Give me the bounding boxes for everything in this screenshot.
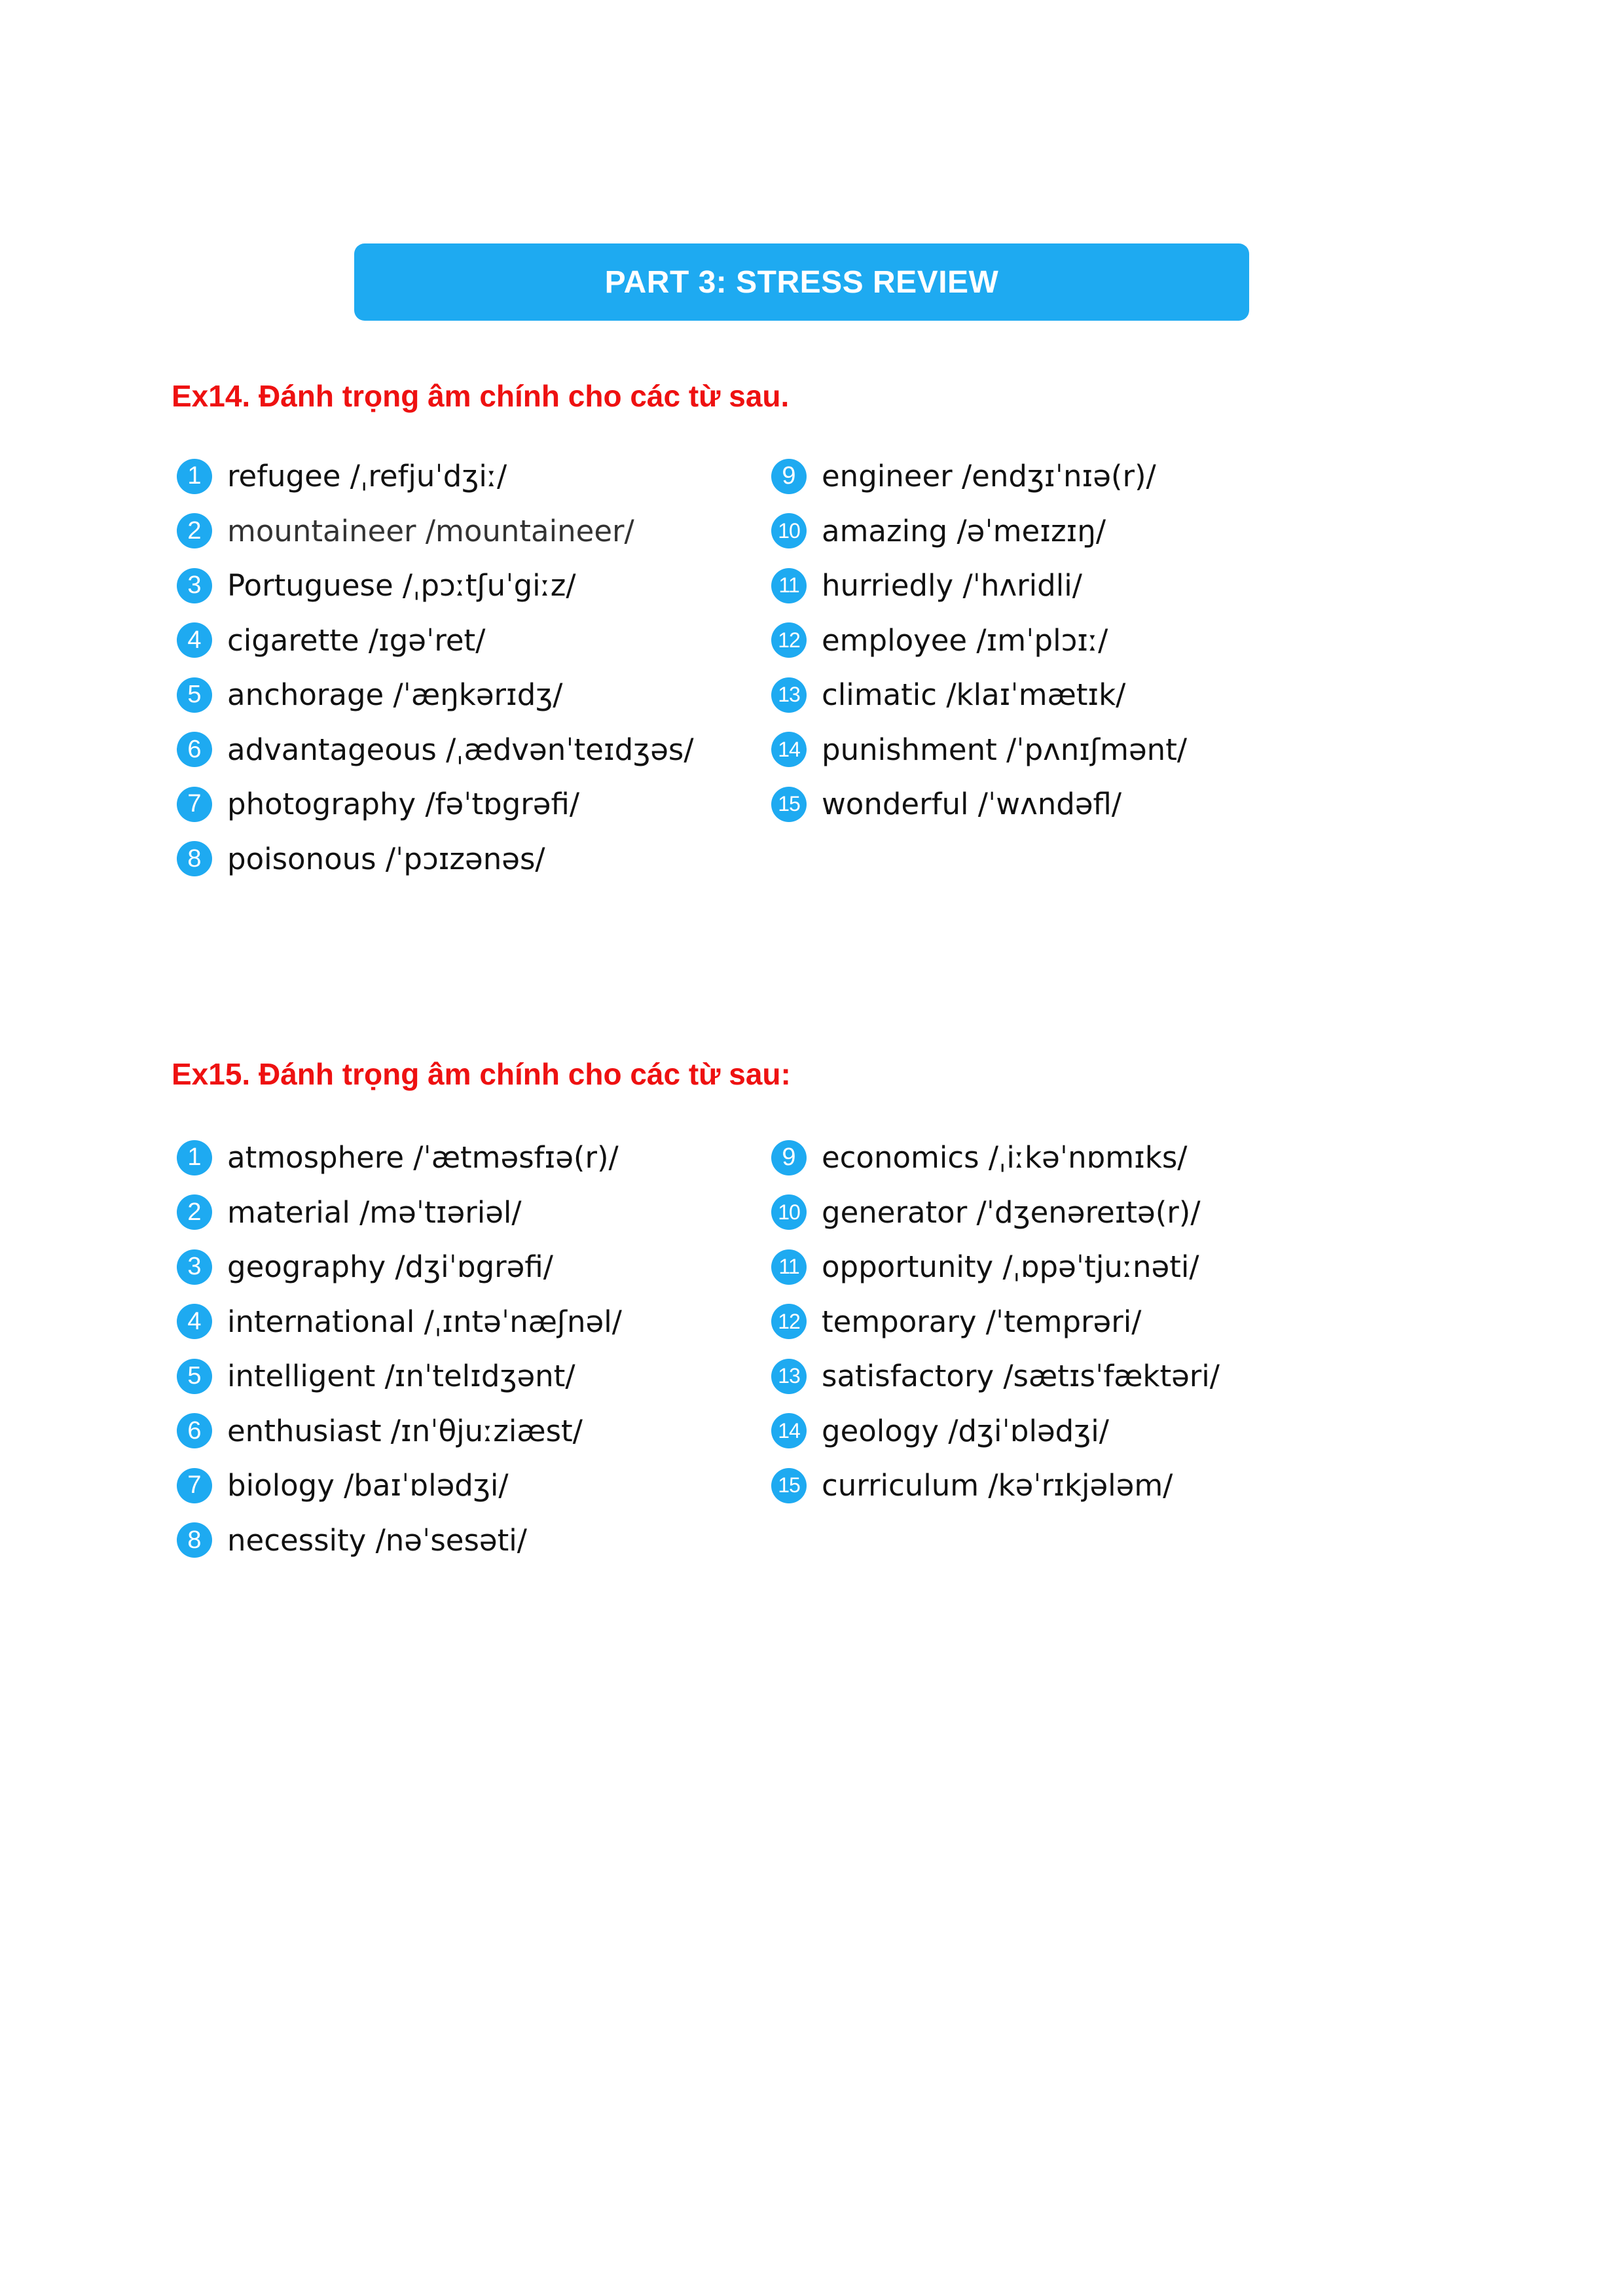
word-entry: enthusiast /ɪnˈθjuːziæst/ <box>227 1413 583 1448</box>
ex15-list-left <box>177 1130 622 1568</box>
word-entry: curriculum /kəˈrɪkjələm/ <box>822 1468 1173 1503</box>
number-badge: 9 <box>771 459 807 494</box>
number-badge: 11 <box>771 1249 807 1285</box>
number-badge: 11 <box>771 568 807 603</box>
word-entry: Portuguese /ˌpɔːtʃuˈgiːz/ <box>227 568 576 603</box>
number-badge: 13 <box>771 677 807 713</box>
list-item <box>177 558 694 613</box>
list-item <box>771 449 1187 504</box>
number-badge: 7 <box>177 787 212 822</box>
word-entry: wonderful /ˈwʌndəfl/ <box>822 787 1122 822</box>
list-item <box>177 504 694 559</box>
list-item <box>177 832 694 887</box>
list-item <box>771 1185 1220 1240</box>
word-entry: cigarette /ɪgəˈret/ <box>227 622 486 658</box>
number-badge: 7 <box>177 1468 212 1503</box>
list-item <box>177 1185 622 1240</box>
word-entry: opportunity /ˌɒpəˈtjuːnəti/ <box>822 1249 1199 1285</box>
list-item <box>771 1404 1220 1459</box>
list-item <box>771 723 1187 778</box>
word-entry: advantageous /ˌædvənˈteɪdʒəs/ <box>227 732 694 767</box>
part-banner <box>354 243 1249 321</box>
list-item <box>771 504 1187 559</box>
number-badge: 5 <box>177 1359 212 1394</box>
word-entry: temporary /ˈtemprəri/ <box>822 1304 1142 1339</box>
word-entry: geology /dʒiˈɒlədʒi/ <box>822 1413 1109 1448</box>
list-item <box>771 1240 1220 1295</box>
word-entry: satisfactory /sætɪsˈfæktəri/ <box>822 1359 1220 1394</box>
word-entry: climatic /klaɪˈmætɪk/ <box>822 677 1126 713</box>
list-item <box>771 1349 1220 1404</box>
list-item <box>771 777 1187 832</box>
number-badge: 10 <box>771 1194 807 1230</box>
list-item <box>177 777 694 832</box>
banner-title: PART 3: STRESS REVIEW <box>604 264 999 300</box>
list-item <box>771 613 1187 668</box>
word-entry: material /məˈtɪəriəl/ <box>227 1194 522 1230</box>
number-badge: 12 <box>771 1304 807 1339</box>
number-badge: 13 <box>771 1359 807 1394</box>
number-badge: 2 <box>177 1194 212 1230</box>
list-item <box>771 558 1187 613</box>
word-entry: generator /ˈdʒenəreɪtə(r)/ <box>822 1194 1201 1230</box>
number-badge: 15 <box>771 787 807 822</box>
number-badge: 12 <box>771 622 807 658</box>
word-entry: photography /fəˈtɒgrəfi/ <box>227 787 579 822</box>
word-entry: geography /dʒiˈɒgrəfi/ <box>227 1249 553 1285</box>
list-item <box>177 1295 622 1350</box>
ex14-list-right <box>771 449 1187 832</box>
ex15-heading: Ex15. Đánh trọng âm chính cho các từ sau: <box>172 1057 791 1091</box>
list-item <box>177 1458 622 1513</box>
number-badge: 6 <box>177 732 212 767</box>
number-badge: 4 <box>177 1304 212 1339</box>
word-entry: employee /ɪmˈplɔɪː/ <box>822 622 1108 658</box>
list-item <box>177 449 694 504</box>
list-item <box>771 1130 1220 1185</box>
word-entry: amazing /əˈmeɪzɪŋ/ <box>822 513 1106 548</box>
list-item <box>177 613 694 668</box>
number-badge: 15 <box>771 1468 807 1503</box>
number-badge: 14 <box>771 1413 807 1448</box>
ex15-list-right <box>771 1130 1220 1513</box>
list-item <box>177 1513 622 1568</box>
ex14-list-left <box>177 449 694 886</box>
word-entry: necessity /nəˈsesəti/ <box>227 1522 527 1558</box>
word-entry: economics /ˌiːkəˈnɒmɪks/ <box>822 1140 1188 1175</box>
word-entry: refugee /ˌrefjuˈdʒiː/ <box>227 459 507 494</box>
number-badge: 2 <box>177 513 212 548</box>
list-item <box>177 1349 622 1404</box>
word-entry: punishment /ˈpʌnɪʃmənt/ <box>822 732 1187 767</box>
number-badge: 9 <box>771 1140 807 1175</box>
number-badge: 1 <box>177 1140 212 1175</box>
word-entry: mountaineer /mountaineer/ <box>227 513 634 548</box>
number-badge: 3 <box>177 568 212 603</box>
word-entry: engineer /endʒɪˈnɪə(r)/ <box>822 459 1156 494</box>
word-entry: poisonous /ˈpɔɪzənəs/ <box>227 841 545 876</box>
number-badge: 8 <box>177 1522 212 1558</box>
list-item <box>771 1458 1220 1513</box>
number-badge: 10 <box>771 513 807 548</box>
list-item <box>177 1240 622 1295</box>
number-badge: 4 <box>177 622 212 658</box>
word-entry: atmosphere /ˈætməsfɪə(r)/ <box>227 1140 619 1175</box>
number-badge: 8 <box>177 841 212 876</box>
list-item <box>177 1130 622 1185</box>
list-item <box>177 1404 622 1459</box>
number-badge: 3 <box>177 1249 212 1285</box>
number-badge: 6 <box>177 1413 212 1448</box>
list-item <box>177 723 694 778</box>
word-entry: hurriedly /ˈhʌridli/ <box>822 568 1082 603</box>
number-badge: 14 <box>771 732 807 767</box>
ex14-heading: Ex14. Đánh trọng âm chính cho các từ sau. <box>172 379 790 413</box>
word-entry: international /ˌɪntəˈnæʃnəl/ <box>227 1304 622 1339</box>
list-item <box>771 1295 1220 1350</box>
list-item <box>771 668 1187 723</box>
word-entry: anchorage /ˈæŋkərɪdʒ/ <box>227 677 563 713</box>
number-badge: 1 <box>177 459 212 494</box>
word-entry: intelligent /ɪnˈtelɪdʒənt/ <box>227 1359 575 1394</box>
number-badge: 5 <box>177 677 212 713</box>
list-item <box>177 668 694 723</box>
word-entry: biology /baɪˈɒlədʒi/ <box>227 1468 509 1503</box>
